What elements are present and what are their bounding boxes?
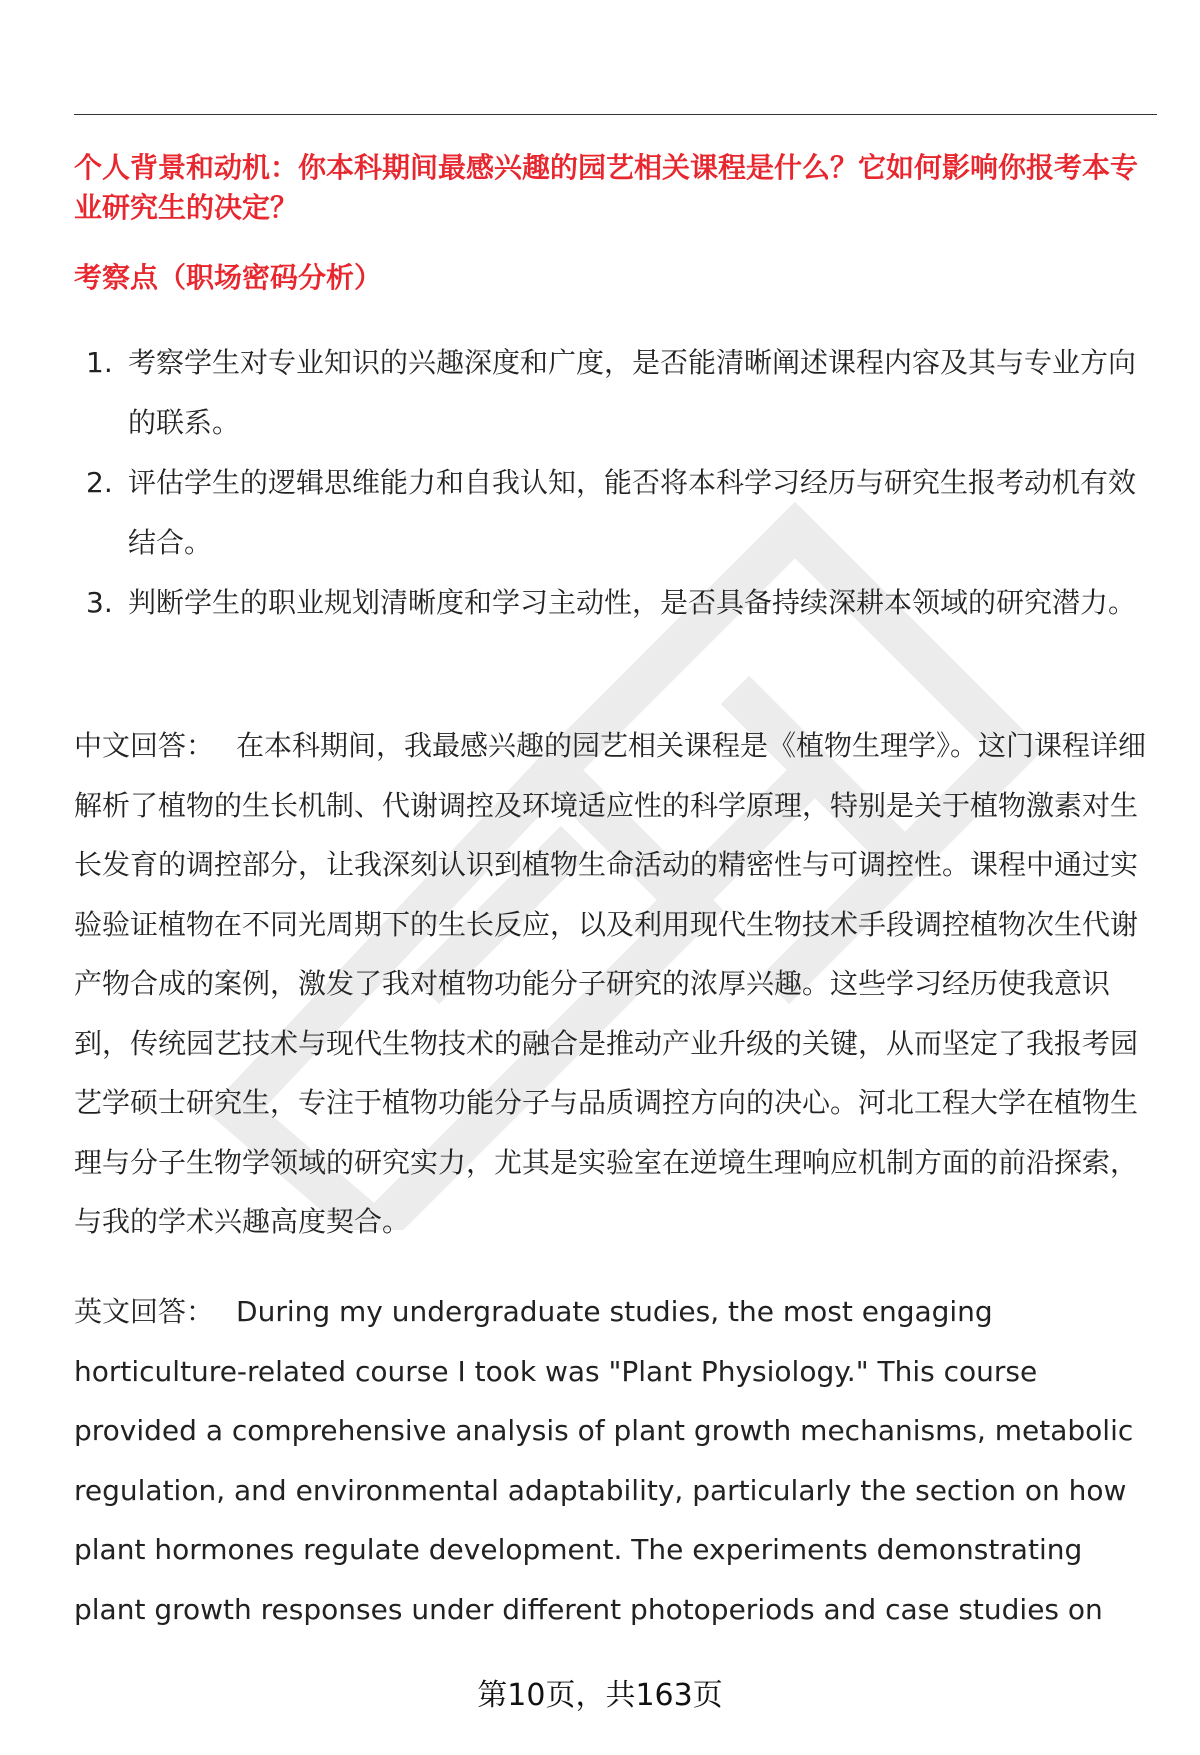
chinese-answer-text: 在本科期间，我最感兴趣的园艺相关课程是《植物生理学》。这门课程详细解析了植物的生长机制、代谢调控及环境适应性的科学原理，特别是关于植物激素对生长发育的调控部分，让我深刻认识到植物生命活动的精密性与可调控性。课程中通过实验验证植物在不同光周期下的生长反应，以及利用现代生物技术手段调控植物次生代谢产物合成的案例，激发了我对植物功能分子研究的浓厚兴趣。这些学习经历使我意识到，传统园艺技术与现代生物技术的融合是推动产业升级的关键，从而坚定了我报考园艺学硕士研究生，专注于植物功能分子与品质调控方向的决心。河北工程大学在植物生理与分子生物学领域的研究实力，尤其是实验室在逆境生理响应机制方面的前沿探索，与我的学术兴趣高度契合。	[74, 729, 1147, 1238]
list-item-number: 2.	[86, 466, 113, 499]
question-heading	[74, 148, 1158, 228]
list-item	[74, 333, 1158, 453]
chinese-answer-label: 中文回答：	[74, 729, 215, 762]
assessment-points-heading: 考察点（职场密码分析）	[74, 261, 383, 294]
english-answer-text: During my undergraduate studies, the most engaging horticulture-related course I took was "Plant Physiology." This course provided a comprehensive analysis of plant growth mechanisms, metabolic regulation, and environmental adaptability, particularly the section on how plant hormones regulate development. The experiments demonstrating plant growth responses under different photoperiods and case studies on	[74, 1295, 1134, 1626]
list-item-number: 1.	[86, 346, 113, 379]
list-item-number: 3.	[86, 586, 113, 619]
list-item-text: 考察学生对专业知识的兴趣深度和广度，是否能清晰阐述课程内容及其与专业方向的联系。	[128, 346, 1137, 439]
list-item-text: 评估学生的逻辑思维能力和自我认知，能否将本科学习经历与研究生报考动机有效结合。	[128, 466, 1137, 559]
list-item	[74, 453, 1158, 573]
header-rule	[74, 114, 1157, 115]
chinese-answer	[74, 716, 1159, 1252]
question-text: 你本科期间最感兴趣的园艺相关课程是什么？它如何影响你报考本专业研究生的决定？	[74, 151, 1139, 224]
english-answer	[74, 1282, 1159, 1639]
question-prefix: 个人背景和动机：	[74, 151, 299, 184]
page-number-footer: 第10页，共163页	[477, 1678, 723, 1713]
english-answer-label: 英文回答：	[74, 1295, 215, 1328]
list-item	[74, 573, 1158, 633]
assessment-points-list	[74, 333, 1158, 633]
list-item-text: 判断学生的职业规划清晰度和学习主动性，是否具备持续深耕本领域的研究潜力。	[128, 586, 1137, 619]
